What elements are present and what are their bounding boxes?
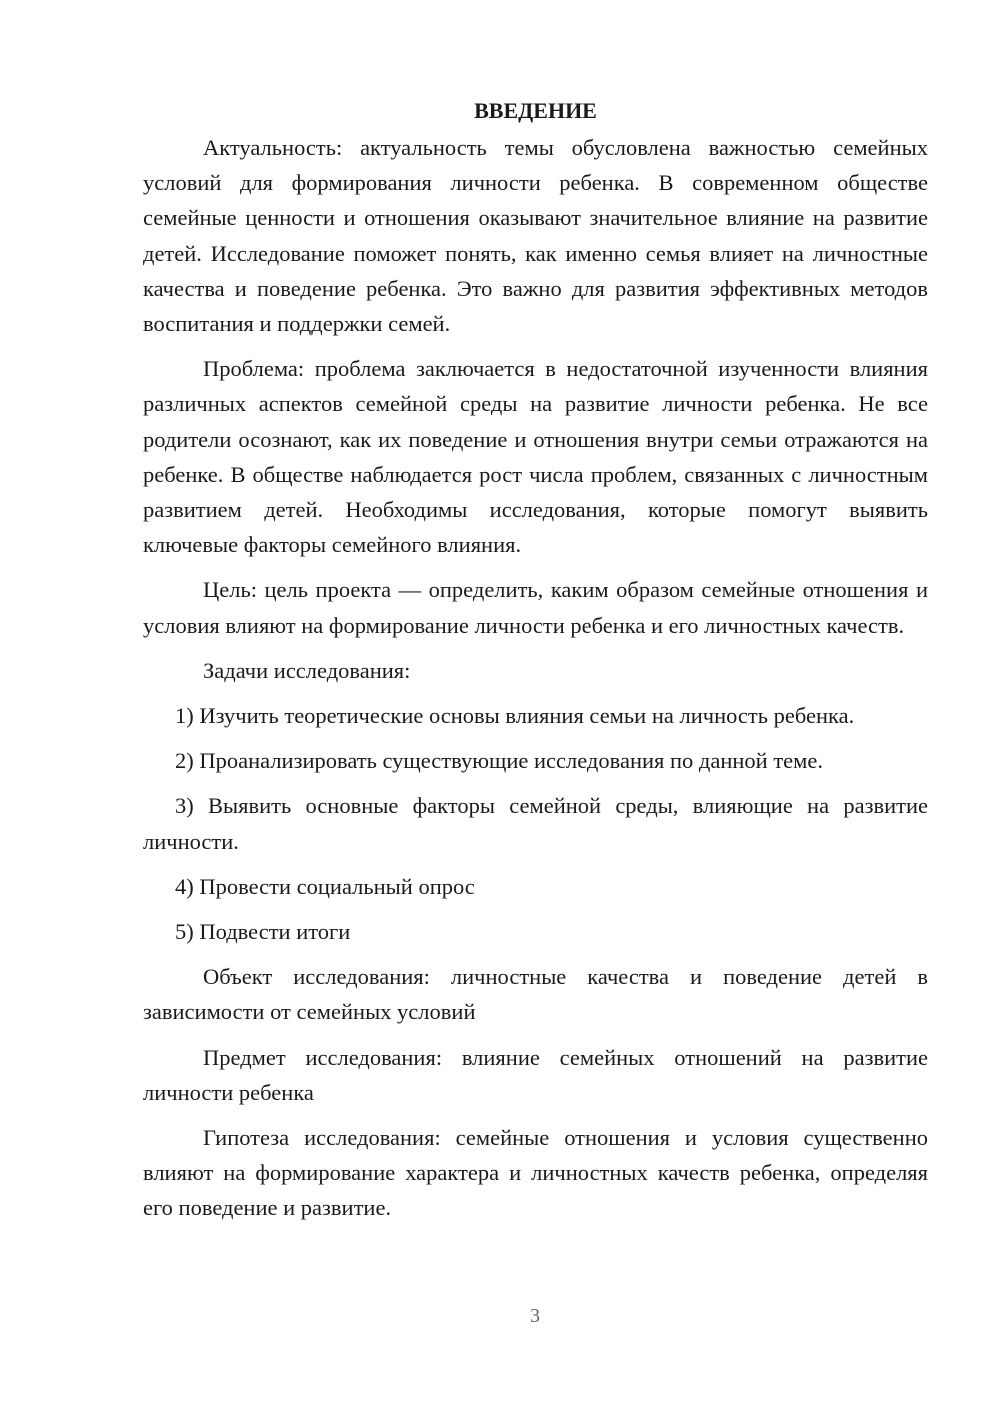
page-number: 3 — [530, 1305, 540, 1327]
relevance-paragraph: Актуальность: актуальность темы обусловлена важностью семейных условий для формирования личности ребенка. В современном обществе семейные ценности и отношения оказывают значительное влияние на развитие детей. Исследование поможет понять, как именно семья влияет на личностные качества и поведение ребенка. Это важно для развития эффективных методов воспитания и поддержки семей. — [143, 135, 928, 337]
task-item: 2) Проанализировать существующие исследования по данной теме. — [175, 748, 824, 774]
task-item: 3) Выявить основные факторы семейной среды, влияющие на развитие личности. — [143, 793, 928, 854]
goal-paragraph: Цель: цель проекта — определить, каким образом семейные отношения и условия влияют на формирование личности ребенка и его личностных качеств. — [143, 577, 928, 638]
tasks-heading: Задачи исследования: — [203, 657, 411, 683]
object-paragraph: Объект исследования: личностные качества и поведение детей в зависимости от семейных условий — [143, 964, 928, 1025]
task-item: 5) Подвести итоги — [175, 919, 351, 945]
document-page — [143, 93, 928, 1236]
problem-paragraph: Проблема: проблема заключается в недостаточной изученности влияния различных аспектов семейной среды на развитие личности ребенка. Не все родители осознают, как их поведение и отношения внутри семьи отражаются на ребенке. В обществе наблюдается рост числа проблем, связанных с личностным развитием детей. Необходимы исследования, которые помогут выявить ключевые факторы семейного влияния. — [143, 356, 928, 558]
task-item: 1) Изучить теоретические основы влияния семьи на личность ребенка. — [175, 703, 855, 729]
subject-paragraph: Предмет исследования: влияние семейных отношений на развитие личности ребенка — [143, 1044, 928, 1105]
document-title: ВВЕДЕНИЕ — [474, 98, 597, 123]
task-item: 4) Провести социальный опрос — [175, 873, 475, 899]
hypothesis-paragraph: Гипотеза исследования: семейные отношения и условия существенно влияют на формирование характера и личностных качеств ребенка, определяя его поведение и развитие. — [143, 1125, 928, 1221]
